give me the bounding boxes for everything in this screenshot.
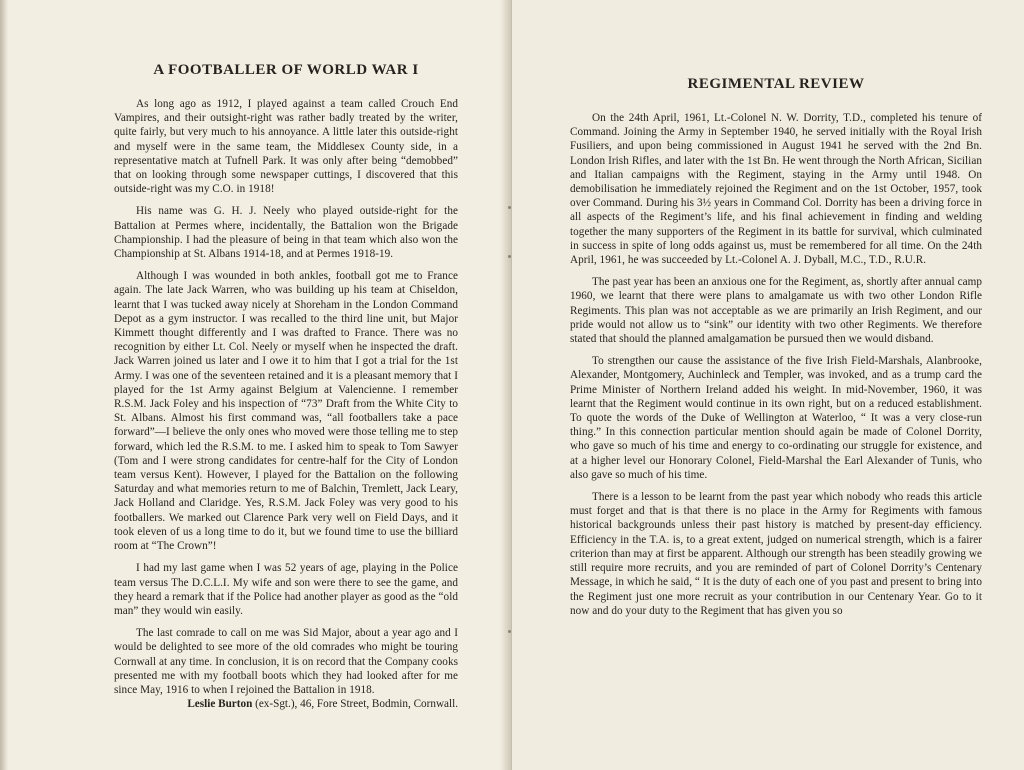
binding-staple-mark <box>508 255 511 258</box>
paragraph: The past year has been an anxious one for the Regiment, as, shortly after annual camp 1960, we learnt that there were plans to amalgamate us with two other London Rifle Regiments. This plan was not acceptable as we are primarily an Irish Regiment, and our pride would not allow us to “sink” our identity with two other Regiments. We therefore stated that should the planned amalgamation be pursued then we would disband. <box>570 276 982 346</box>
article-title: A FOOTBALLER OF WORLD WAR I <box>153 62 419 78</box>
paragraph: His name was G. H. J. Neely who played outside-right for the Battalion at Permes where, incidentally, the Battalion won the Brigade Championship. I had the pleasure of being in that team which also won the Championship at St. Albans 1914-18, and at Permes 1918-19. <box>114 205 458 261</box>
paragraph: I had my last game when I was 52 years of age, playing in the Police team versus The D.C.L.I. My wife and son were there to see the game, and they heard a remark that if the Police had another player as good as the “old man” they would win easily. <box>114 562 458 617</box>
author-name: Leslie Burton <box>187 698 253 711</box>
author-details: (ex-Sgt.), 46, Fore Street, Bodmin, Cornwall. <box>252 698 458 711</box>
binding-staple-mark <box>508 206 511 209</box>
right-page <box>512 0 1024 770</box>
paragraph: To strengthen our cause the assistance of the five Irish Field-Marshals, Alanbrooke, Alexander, Montgomery, Auchinleck and Templer, was invoked, and as a trump card the Prime Minister of Northern Ireland added his weight. In mid-November, 1960, it was learnt that the Regiment would continue in its own right, but on a reduced establishment. To quote the words of the Duke of Wellington at Waterloo, “ It was a very close-run thing.” In this connection particular mention should again be made of Colonel Dorrity, who gave so much of his time and energy to co-ordinating our struggle for existence, and at a higher level our Honorary Colonel, Field-Marshal the Earl Alexander of Tunis, who also gave so much of his time. <box>570 355 982 481</box>
author-signature <box>114 697 458 711</box>
left-page <box>0 0 508 770</box>
paragraph: On the 24th April, 1961, Lt.-Colonel N. W. Dorrity, T.D., completed his tenure of Command. Joining the Army in September 1940, he served initially with the Royal Irish Fusiliers, and upon being commissioned in August 1941 he served with the 2nd Bn. London Irish Rifles, and later with the 1st Bn. He went through the North African, Sicilian and Italian campaigns with the Regiment, staying in the Army until 1948. On demobilisation he immediately rejoined the Regiment and on the 1st October, 1957, took over Command. During his 3½ years in Command Col. Dorrity has been a driving force in all aspects of the Regiment’s life, and his final achievement in finding and welding together the many supporters of the Regiment in its battle for survival, which culminated in success in spite of long odds against us, must be remembered for all time. On the 24th April, 1961, he was succeeded by Lt.-Colonel A. J. Dyball, M.C., T.D., R.U.R. <box>570 112 982 267</box>
paragraph: Although I was wounded in both ankles, football got me to France again. The late Jack Warren, who was building up his team at Chiseldon, learnt that I was tucked away nicely at Shoreham in the London Command Depot as a gym instructor. I was recalled to the third line unit, but Major Kimmett thought differently and I was drafted to France. There was no recognition by either Lt. Col. Neely or myself when he inspected the draft. Jack Warren joined us later and I owe it to him that I got a trial for the 1st Army. I was one of the seventeen retained and it is a pleasant memory that I played for the 1st Army against Belgium at Valencienne. I remember R.S.M. Jack Foley and his inspection of “73” Draft from the White City to St. Albans. Almost his first command was, “all footballers take a pace forward”—I believe the only ones who moved were those telling me to step forward, which led the R.S.M. to me. I asked him to speak to Tom Sawyer (Tom and I were strong candidates for centre-half for the City of London team versus Kent). However, I played for the Battalion on the following Saturday and what memories return to me of Balchin, Tremlett, Jack Leary, Jack Holland and Claridge. Yes, R.S.M. Jack Foley was very good to his footballers. We marked out Clarence Park very well on Field Days, and it took eleven of us a long time to do it, but we found time to use the billiard room at “The Crown”! <box>114 270 458 553</box>
paragraph: There is a lesson to be learnt from the past year which nobody who reads this article must forget and that is that there is no place in the Army for Regiments with famous historical backgrounds unless their past history is matched by present-day efficiency. Efficiency in the T.A. is, to a great extent, judged on numerical strength, which is a fairer criterion than may at first be apparent. Although our strength has been steadily growing we still require more recruits, and you are reminded of part of Colonel Dorrity’s Centenary Message, in which he said, “ It is the duty of each one of you past and present to bring into the Regiment just one more recruit as your contribution in our Centenary Year. Go to it now and do your duty to the Regiment that has given you so <box>570 491 982 617</box>
paragraph: The last comrade to call on me was Sid Major, about a year ago and I would be delighted to see more of the old comrades who might be touring Cornwall at any time. In conclusion, it is on record that the Company cooks presented me with my football boots which they had looked after for me since May, 1916 to when I rejoined the Battalion in 1918. <box>114 627 458 696</box>
article-title: REGIMENTAL REVIEW <box>687 76 865 92</box>
page-edge-shadow <box>0 0 8 770</box>
binding-staple-mark <box>508 630 511 633</box>
paragraph: As long ago as 1912, I played against a team called Crouch End Vampires, and their outsight-right was rather badly treated by the writer, quite fairly, but very much to his annoyance. A little later this outside-right and myself were in the same team, the Middlesex County side, in a representative match at Tufnell Park. It was only after being “demobbed” that on looking through some newspaper cuttings, I discovered that this outside-right was my C.O. in 1918! <box>114 98 458 196</box>
